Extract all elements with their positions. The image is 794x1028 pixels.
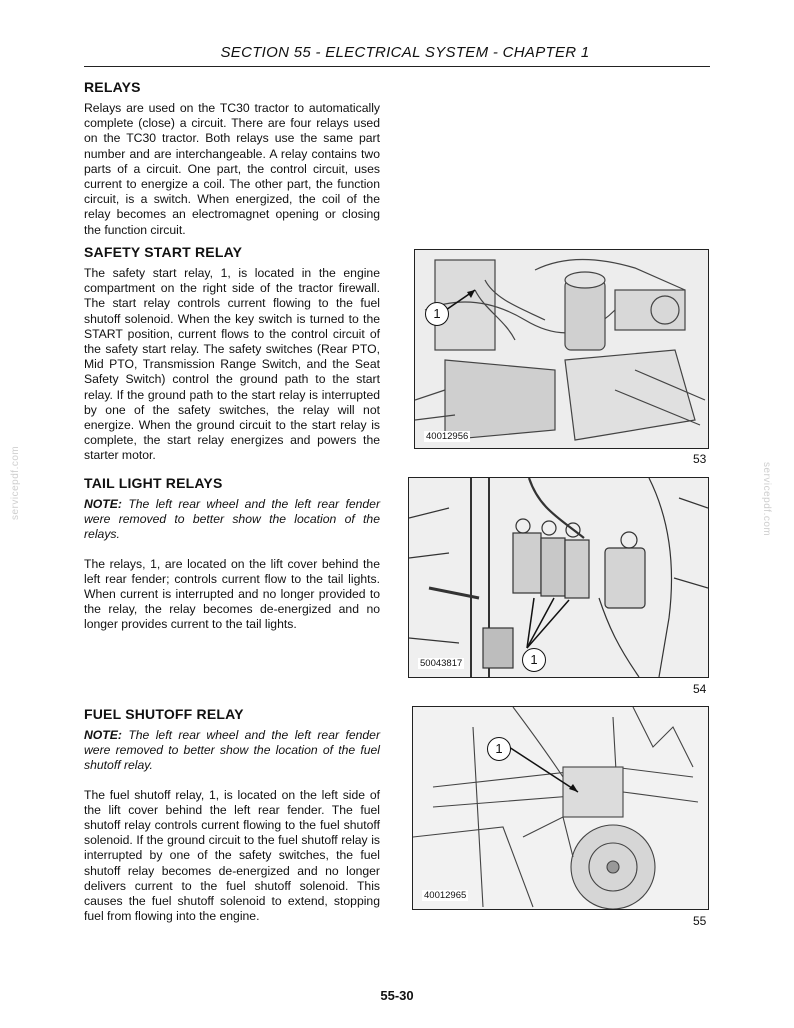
tail-light-section — [84, 475, 380, 633]
section-header — [84, 44, 710, 67]
figure-number: 55 — [693, 914, 707, 928]
safety-start-section — [84, 244, 380, 464]
callout-marker — [522, 648, 546, 672]
page-number: 55-30 — [380, 988, 414, 1003]
watermark-right: servicepdf.com — [761, 462, 772, 537]
tail-light-body: The relays, 1, are located on the lift cover behind the left rear fender; controls current flow to the tail lights. When current is interrupted and no longer provided to the relay, the relay becomes de-energized and no longer provides current to the tail lights. — [84, 556, 380, 632]
watermark-left: servicepdf.com — [10, 445, 21, 520]
callout-number: 1 — [433, 306, 441, 321]
tail-light-note-text: The left rear wheel and the left rear fender were removed to better show the location of the relays. — [84, 497, 380, 542]
fuel-shutoff-note — [84, 728, 380, 774]
fuel-shutoff-heading: FUEL SHUTOFF RELAY — [84, 706, 244, 722]
relays-heading: RELAYS — [84, 79, 141, 95]
fuel-shutoff-note-label: NOTE: — [84, 728, 122, 742]
tail-light-heading: TAIL LIGHT RELAYS — [84, 475, 223, 491]
relays-section — [84, 79, 380, 238]
fuel-shutoff-section — [84, 706, 380, 924]
tail-light-note — [84, 497, 380, 543]
image-id: 50043817 — [420, 658, 463, 669]
callout-marker — [487, 737, 511, 761]
tail-light-note-label: NOTE: — [84, 497, 122, 511]
callout-number: 1 — [495, 741, 503, 756]
fuel-shutoff-body: The fuel shutoff relay, 1, is located on the left side of the lift cover behind the left rear fender. The fuel shutoff relay controls current flowing to the fuel shutoff solenoid. If the ground circuit to the fuel shutoff relay is interrupted by one of the safety switches, the fuel shutoff relay becomes de-energized and no longer delivers current to the fuel shutoff solenoid. This causes the fuel shutoff solenoid to extend, stopping fuel from flowing into the engine. — [84, 787, 380, 924]
callout-marker — [425, 302, 449, 326]
engine-illustration — [415, 250, 708, 448]
callout-number: 1 — [530, 652, 538, 667]
section-header-title: SECTION 55 - ELECTRICAL SYSTEM - CHAPTER 1 — [220, 44, 590, 61]
fuel-shutoff-relay-illustration — [413, 707, 708, 909]
safety-start-body: The safety start relay, 1, is located in the engine compartment on the right side of the tractor firewall. The start relay controls current flowing to the fuel shutoff solenoid. When the key switch is turned to the START position, current flows to the control circuit of the safety start relay. The safety switches (Rear PTO, Mid PTO, Transmission Range Switch, and the Seat Safety Switch) control the ground path to the start relay. If the ground path to the start relay is interrupted by one of the safety switches, the relay will not energize. When the ground circuit to the start relay is complete, the start relay energizes and powers the starter motor. — [84, 266, 380, 463]
figure-number: 53 — [693, 452, 707, 466]
figure-55-fuel-relay-photo — [412, 706, 709, 910]
image-id: 40012965 — [424, 890, 467, 901]
tail-light-relays-illustration — [409, 478, 708, 677]
image-id: 40012956 — [426, 431, 469, 442]
safety-start-heading: SAFETY START RELAY — [84, 244, 243, 260]
figure-number: 54 — [693, 682, 707, 696]
figure-53-engine-photo — [414, 249, 709, 449]
figure-54-relays-photo — [408, 477, 709, 678]
relays-body: Relays are used on the TC30 tractor to automatically complete (close) a circuit. There are four relays used on the TC30 tractor. Both relays use the same part number and are interchangeable. A relay contains two parts of a circuit. One part, the control circuit, uses current to energize a coil. The other part, the function circuit, is a switch. When energized, the coil of the relay becomes an electromagnet opening or closing the function circuit. — [84, 101, 380, 237]
fuel-shutoff-note-text: The left rear wheel and the left rear fender were removed to better show the location of the fuel shutoff relay. — [84, 728, 380, 773]
